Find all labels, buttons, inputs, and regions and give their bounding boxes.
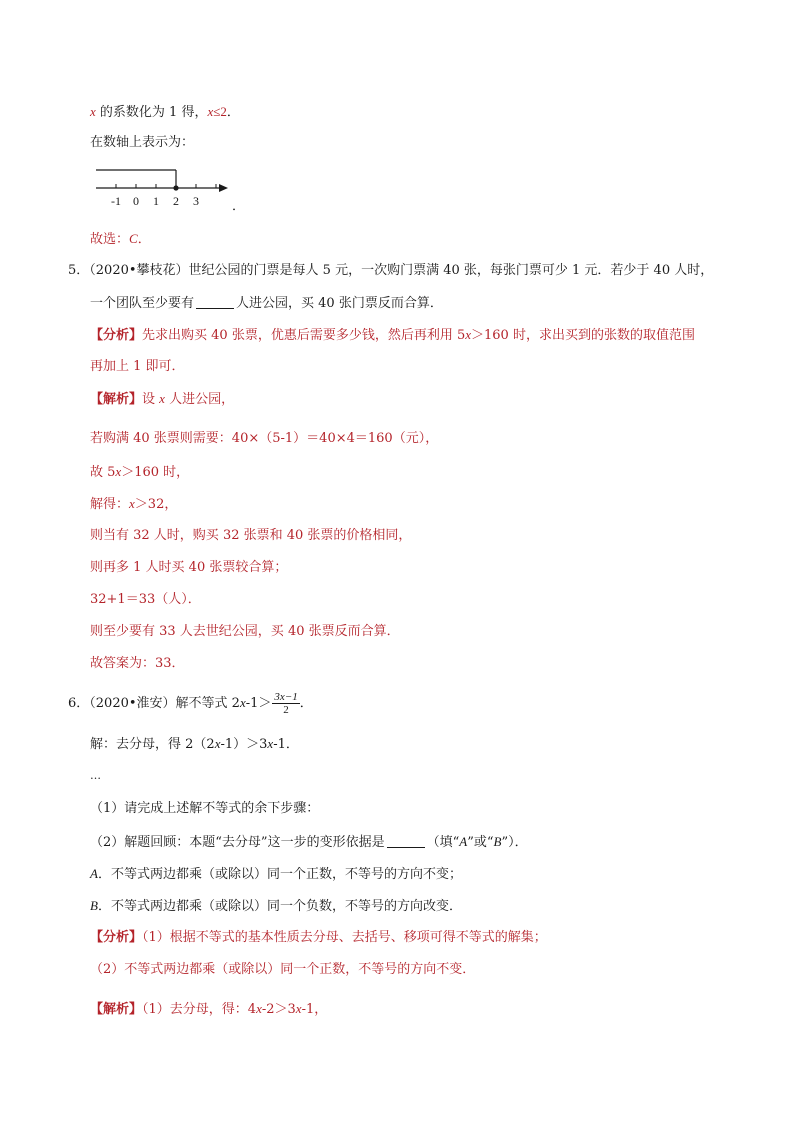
q5-solution-answer: 故答案为：33． [90,656,185,671]
option-text: ．不等式两边都乘（或除以）同一个正数，不等号的方向不变； [97,867,462,882]
text: -1＞ [245,696,272,711]
axis-tick-label: 3 [193,194,199,208]
q6-given-step [90,735,299,754]
solution-tag: 【解析】 [90,392,143,407]
inequality: ≤2 [213,104,227,119]
punct: ． [226,105,240,120]
q5-solution-line-1: 若购满 40 张票则需要：40×（5-1）＝40×4＝160（元）， [90,431,439,446]
text: 故 5 [90,465,116,480]
text: ＞32， [134,497,178,512]
q5-analysis-line-1 [90,326,695,345]
question-5-line-1 [68,262,713,280]
option-letter: A [459,834,468,849]
analysis-tag: 【分析】 [90,930,143,945]
number-line-figure [90,160,250,210]
option-letter: A [90,866,98,881]
q6-part-2 [90,833,528,852]
fraction-numerator: 3x−1 [274,691,298,703]
q5-solution-line-2 [90,463,189,482]
q6-option-b [90,897,462,916]
q6-analysis-line-2: （2）不等式两边都乘（或除以）同一个正数，不等号的方向不变． [90,962,476,977]
text: ”）． [501,835,528,850]
q6-analysis-line-1 [90,929,547,947]
axis-intro: 在数轴上表示为： [90,135,195,150]
text: -1， [301,1002,328,1017]
text: （1）根据不等式的基本性质去分母、去括号、移项可得不等式的解集； [142,930,547,945]
axis-period: ． [232,199,246,214]
text: -2＞3 [261,1002,296,1017]
text: 故选： [90,232,130,247]
text: ＞160 时， [121,465,190,480]
axis-tick-labels [111,194,199,208]
axis-ticks [116,184,216,188]
variable-x: x [214,736,221,751]
q5-analysis-line-2: 再加上 1 即可． [90,359,185,374]
text: （1）去分母，得：4 [142,1002,257,1017]
text: 解：去分母，得 2（2 [90,737,215,752]
q5-solution-line-5: 则再多 1 人时买 40 张票较合算； [90,560,288,575]
axis-tick-label: 1 [153,194,159,208]
solution-line-coefficient [90,103,240,122]
text: -1）＞3 [220,737,268,752]
question-number: 6． [68,696,90,711]
variable-x: x [129,496,135,511]
question-text: （2020•淮安）解不等式 2 [89,696,240,711]
fraction [272,691,299,716]
q6-solution-line-1 [90,1000,327,1019]
text: 设 [142,392,160,407]
variable-x: x [256,1001,262,1016]
text: 人进公园， [164,392,235,407]
variable-x: x [115,464,122,479]
text: 的系数化为 1 得， [95,105,208,120]
axis-tick-label: -1 [111,194,121,208]
text: 一个团队至少要有 [90,296,195,311]
q6-option-a [90,865,462,884]
variable-x: x [207,104,214,119]
solution-tag: 【解析】 [90,1002,143,1017]
answer-blank[interactable] [196,294,234,309]
axis-tick-label: 0 [133,194,139,208]
q5-solution-line-7: 则至少要有 33 人去世纪公园，买 40 张票反而合算． [90,624,400,639]
question-5-line-2 [90,294,443,313]
text: -1． [273,737,299,752]
variable-x: x [90,104,96,119]
axis-tick-label: 2 [173,194,179,208]
fraction-denominator: 2 [283,704,289,716]
previous-answer [90,230,151,249]
q5-solution-line-4: 则当有 32 人时，购买 32 张票和 40 张票的价格相同， [90,528,412,543]
text: 先求出购买 40 张票，优惠后需要多少钱，然后再利用 5 [142,328,466,343]
option-text: ．不等式两边都乘（或除以）同一个负数，不等号的方向改变． [97,899,462,914]
text: ＞160 时，求出买到的张数的取值范围 [471,328,695,343]
text: （2）解题回顾：本题“去分母”这一步的变形依据是 [90,835,385,850]
question-6-line-1 [68,688,313,719]
ellipsis: … [90,769,101,782]
punct: ． [137,232,151,247]
variable-x: x [239,695,246,710]
analysis-tag: 【分析】 [90,328,143,343]
question-text: （2020•攀枝花）世纪公园的门票是每人 5 元，一次购门票满 40 张，每张门票可少 1 元．若少于 40 人时， [89,263,714,278]
variable-x: x [465,327,472,342]
answer-blank[interactable] [387,833,425,848]
text: 人进公园，买 40 张门票反而合算． [236,296,443,311]
q5-solution-intro [90,390,234,409]
q6-part-1: （1）请完成上述解不等式的余下步骤： [90,801,320,816]
variable-x: x [295,1001,302,1016]
punct: ． [299,696,313,711]
q5-solution-line-6: 32+1＝33（人）． [90,592,201,607]
option-letter: B [90,898,98,913]
text: （填“ [426,835,460,850]
variable-x: x [159,391,165,406]
variable-x: x [267,736,274,751]
q5-solution-line-3 [90,495,177,514]
option-letter: B [493,834,502,849]
question-number: 5． [68,263,90,278]
text: 解得： [90,497,130,512]
text: ”或“ [467,835,494,850]
choice: C [129,231,138,246]
